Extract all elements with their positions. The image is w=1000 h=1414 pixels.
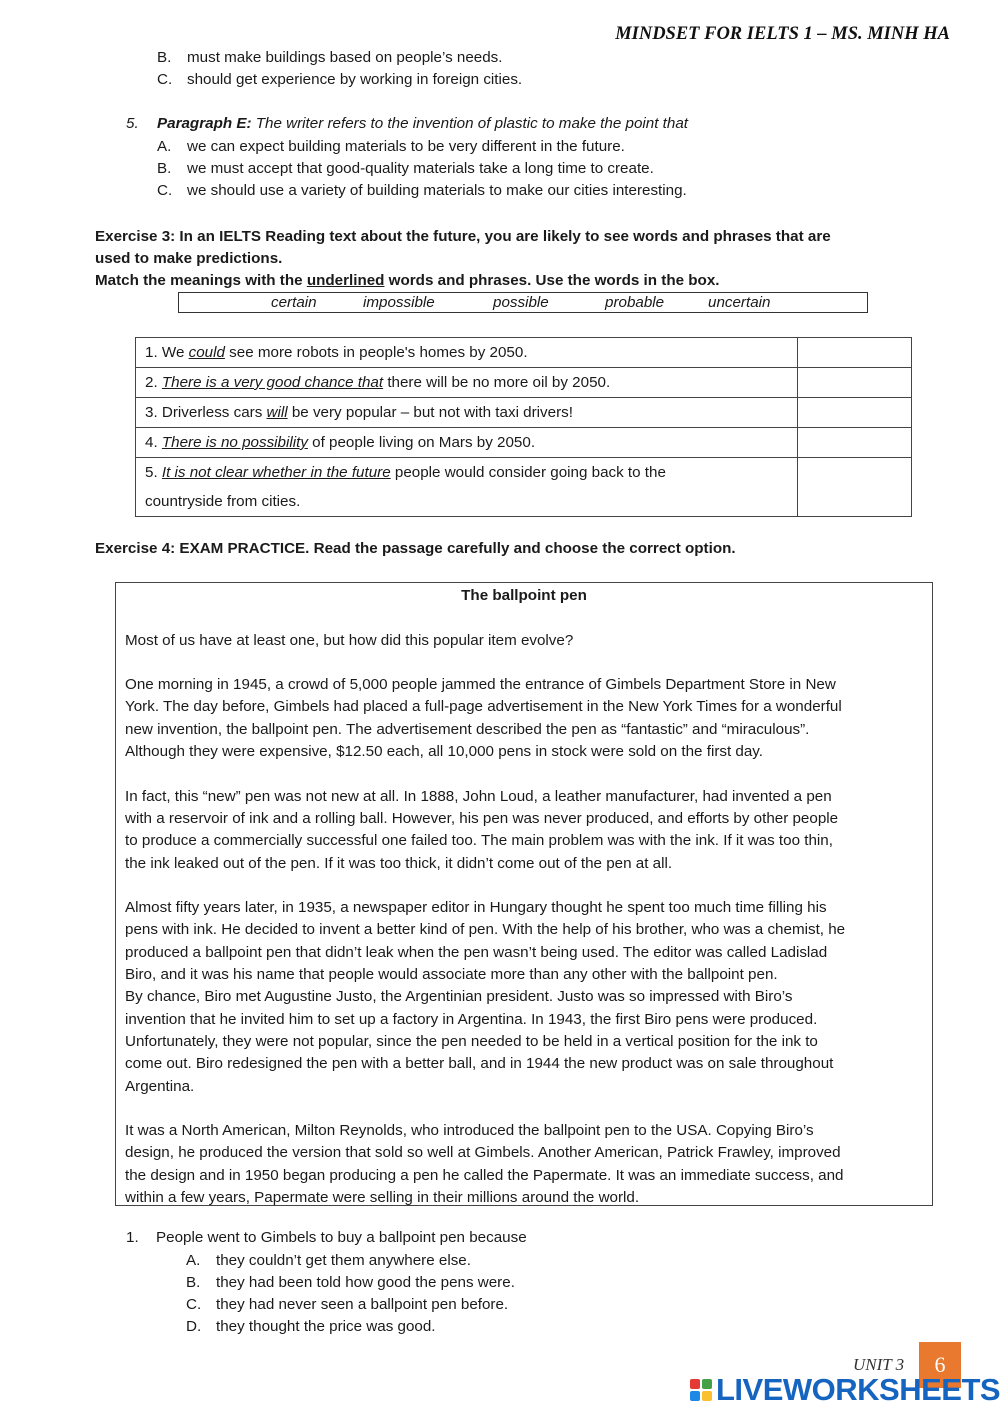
q5-option-c[interactable]	[157, 181, 687, 201]
instr-post: words and phrases. Use the words in the box.	[384, 272, 720, 289]
row-text: be very popular – but not with taxi drivers!	[287, 404, 573, 421]
word-probable: probable	[605, 294, 665, 311]
logo-square	[702, 1379, 712, 1389]
passage-line: Almost fifty years later, in 1935, a newspaper editor in Hungary thought he spent too much time filling his	[125, 899, 827, 917]
option-letter: C.	[157, 182, 173, 199]
brand-name: LIVEWORKSHEETS	[716, 1372, 1000, 1407]
option-text: we can expect building materials to be very different in the future.	[187, 138, 625, 155]
underlined-phrase: There is no possibility	[161, 434, 308, 451]
exercise3-title-line2: used to make predictions.	[95, 250, 283, 267]
table-row	[136, 368, 912, 398]
logo-square	[702, 1391, 712, 1401]
passage-line: Most of us have at least one, but how did this popular item evolve?	[125, 631, 574, 649]
question1-option-b[interactable]	[186, 1273, 515, 1293]
option-text: must make buildings based on people’s needs.	[187, 49, 503, 66]
option-letter: A.	[186, 1252, 201, 1269]
row-text-line2: countryside from cities.	[145, 493, 301, 510]
row-text: see more robots in people's homes by 2050.	[224, 344, 528, 361]
option-letter: B.	[157, 49, 172, 66]
option-letter: A.	[157, 138, 172, 155]
row-text: people would consider going back to the	[390, 464, 666, 481]
sentence-cell	[136, 368, 798, 398]
q5-option-a[interactable]	[157, 137, 625, 157]
q5-option-b[interactable]	[157, 159, 654, 179]
passage-line: pens with ink. He decided to invent a better kind of pen. With the help of his brother, who was a chemist, he	[125, 921, 846, 939]
paragraph-2	[116, 674, 932, 763]
sentence-cell	[136, 428, 798, 458]
instr-underlined: underlined	[306, 272, 385, 289]
instr-pre: Match the meanings with the	[95, 272, 307, 289]
answer-cell[interactable]	[798, 368, 912, 398]
underlined-phrase: There is a very good chance that	[161, 374, 384, 391]
word-box	[178, 292, 868, 313]
underlined-phrase: could	[188, 344, 225, 361]
paragraph-1	[116, 630, 932, 652]
sentence-cell	[136, 458, 798, 517]
answer-cell[interactable]	[798, 338, 912, 368]
option-text: they thought the price was good.	[216, 1318, 436, 1335]
exercise3-instruction	[95, 270, 925, 292]
option-letter: C.	[157, 71, 173, 88]
table-row	[136, 398, 912, 428]
q4-option-b[interactable]	[157, 48, 503, 68]
passage-line: Unfortunately, they were not popular, since the pen needed to be held in a vertical position for the ink to	[125, 1032, 818, 1050]
option-letter: B.	[186, 1274, 201, 1291]
question-number: 1.	[126, 1229, 139, 1246]
option-text: we must accept that good-quality materials take a long time to create.	[187, 160, 654, 177]
q4-option-c[interactable]	[157, 70, 522, 90]
option-text: should get experience by working in foreign cities.	[187, 71, 523, 88]
option-letter: C.	[186, 1296, 202, 1313]
paragraph-4	[116, 897, 932, 1098]
answer-cell[interactable]	[798, 428, 912, 458]
paragraph-3	[116, 786, 932, 875]
passage-line: the ink leaked out of the pen. If it was too thick, it didn’t come out of the pen at all.	[125, 854, 673, 872]
q5-number: 5.	[126, 115, 139, 132]
passage-line: produced a ballpoint pen that didn’t leak when the pen wasn’t being used. The editor was called Ladislad	[125, 943, 828, 961]
answer-cell[interactable]	[798, 398, 912, 428]
word-impossible: impossible	[363, 294, 435, 311]
row-number: 2.	[145, 374, 162, 391]
word-uncertain: uncertain	[708, 294, 771, 311]
passage-line: come out. Biro redesigned the pen with a better ball, and in 1944 the new product was on sale throughout	[125, 1055, 834, 1073]
question1-stem	[126, 1229, 527, 1246]
passage-line: to produce a commercially successful one failed too. The main problem was with the ink. If it was too thin,	[125, 832, 833, 850]
paragraph-5	[116, 1120, 932, 1209]
page-header: MINDSET FOR IELTS 1 – MS. MINH HA	[615, 24, 950, 44]
passage-line: Although they were expensive, $12.50 each, all 10,000 pens in stock were sold on the first day.	[125, 743, 763, 761]
option-letter: B.	[157, 160, 172, 177]
sentence-cell	[136, 398, 798, 428]
logo-square	[690, 1391, 700, 1401]
row-text: of people living on Mars by 2050.	[307, 434, 536, 451]
passage-title: The ballpoint pen	[461, 587, 587, 604]
logo-icon	[690, 1379, 712, 1401]
option-text: they had never seen a ballpoint pen before.	[216, 1296, 509, 1313]
logo-square	[690, 1379, 700, 1389]
exercise4-title: Exercise 4: EXAM PRACTICE. Read the passage carefully and choose the correct option.	[95, 540, 736, 557]
option-text: they couldn’t get them anywhere else.	[216, 1252, 471, 1269]
sentence-cell	[136, 338, 798, 368]
table-row	[136, 458, 912, 517]
row-number: 3. Driverless cars	[145, 404, 267, 421]
unit-label: UNIT 3	[853, 1355, 905, 1374]
exercise3-title-line1: Exercise 3: In an IELTS Reading text about the future, you are likely to see words and phrases that are	[95, 228, 831, 245]
word-certain: certain	[271, 294, 317, 311]
passage-line: In fact, this “new” pen was not new at all. In 1888, John Loud, a leather manufacturer, had invented a pen	[125, 787, 832, 805]
question-text: People went to Gimbels to buy a ballpoint pen because	[156, 1229, 527, 1246]
reading-passage	[115, 582, 933, 1206]
passage-line: with a reservoir of ink and a rolling ball. However, his pen was never produced, and efforts by other people	[125, 809, 839, 827]
table-row	[136, 338, 912, 368]
row-number: 1. We	[145, 344, 189, 361]
page-number: 6	[919, 1342, 961, 1388]
table-row	[136, 428, 912, 458]
passage-line: the design and in 1950 began producing a pen he called the Papermate. It was an immediate success, and	[125, 1166, 844, 1184]
row-number: 5.	[145, 464, 162, 481]
option-text: we should use a variety of building materials to make our cities interesting.	[187, 182, 687, 199]
passage-line: new invention, the ballpoint pen. The advertisement described the pen as “fantastic” and “miraculous”.	[125, 720, 810, 738]
option-letter: D.	[186, 1318, 202, 1335]
question1-option-a[interactable]	[186, 1251, 471, 1271]
passage-line: within a few years, Papermate were selling in their millions around the world.	[125, 1189, 640, 1207]
row-text: there will be no more oil by 2050.	[383, 374, 611, 391]
question1-option-d[interactable]	[186, 1317, 436, 1337]
passage-line: By chance, Biro met Augustine Justo, the Argentinian president. Justo was so impressed with Biro’s	[125, 988, 793, 1006]
q5-stem	[126, 115, 688, 132]
row-number: 4.	[145, 434, 162, 451]
passage-line: York. The day before, Gimbels had placed a full-page advertisement in the New York Times for a wonderful	[125, 698, 842, 716]
passage-line: Argentina.	[125, 1077, 195, 1095]
exercise3-heading	[95, 226, 925, 292]
passage-line: invention that he invited him to set up a factory in Argentina. In 1943, the first Biro pens were produced.	[125, 1010, 818, 1028]
passage-line: design, he produced the version that sold so well at Gimbels. Another American, Patrick Frawley, improved	[125, 1144, 841, 1162]
q5-label: Paragraph E:	[157, 115, 252, 132]
underlined-phrase: It is not clear whether in the future	[161, 464, 391, 481]
liveworksheets-logo[interactable]	[690, 1372, 1000, 1407]
passage-line: Biro, and it was his name that people would associate more than any other with the ballpoint pen.	[125, 966, 778, 984]
answer-cell[interactable]	[798, 458, 912, 517]
q5-text: The writer refers to the invention of plastic to make the point that	[255, 115, 688, 132]
passage-line: It was a North American, Milton Reynolds, who introduced the ballpoint pen to the USA. Copying Biro’s	[125, 1122, 814, 1140]
matching-table	[135, 337, 912, 517]
underlined-phrase: will	[266, 404, 288, 421]
question1-option-c[interactable]	[186, 1295, 508, 1315]
passage-line: One morning in 1945, a crowd of 5,000 people jammed the entrance of Gimbels Department Store in New	[125, 676, 836, 694]
option-text: they had been told how good the pens were.	[216, 1274, 515, 1291]
word-possible: possible	[493, 294, 549, 311]
